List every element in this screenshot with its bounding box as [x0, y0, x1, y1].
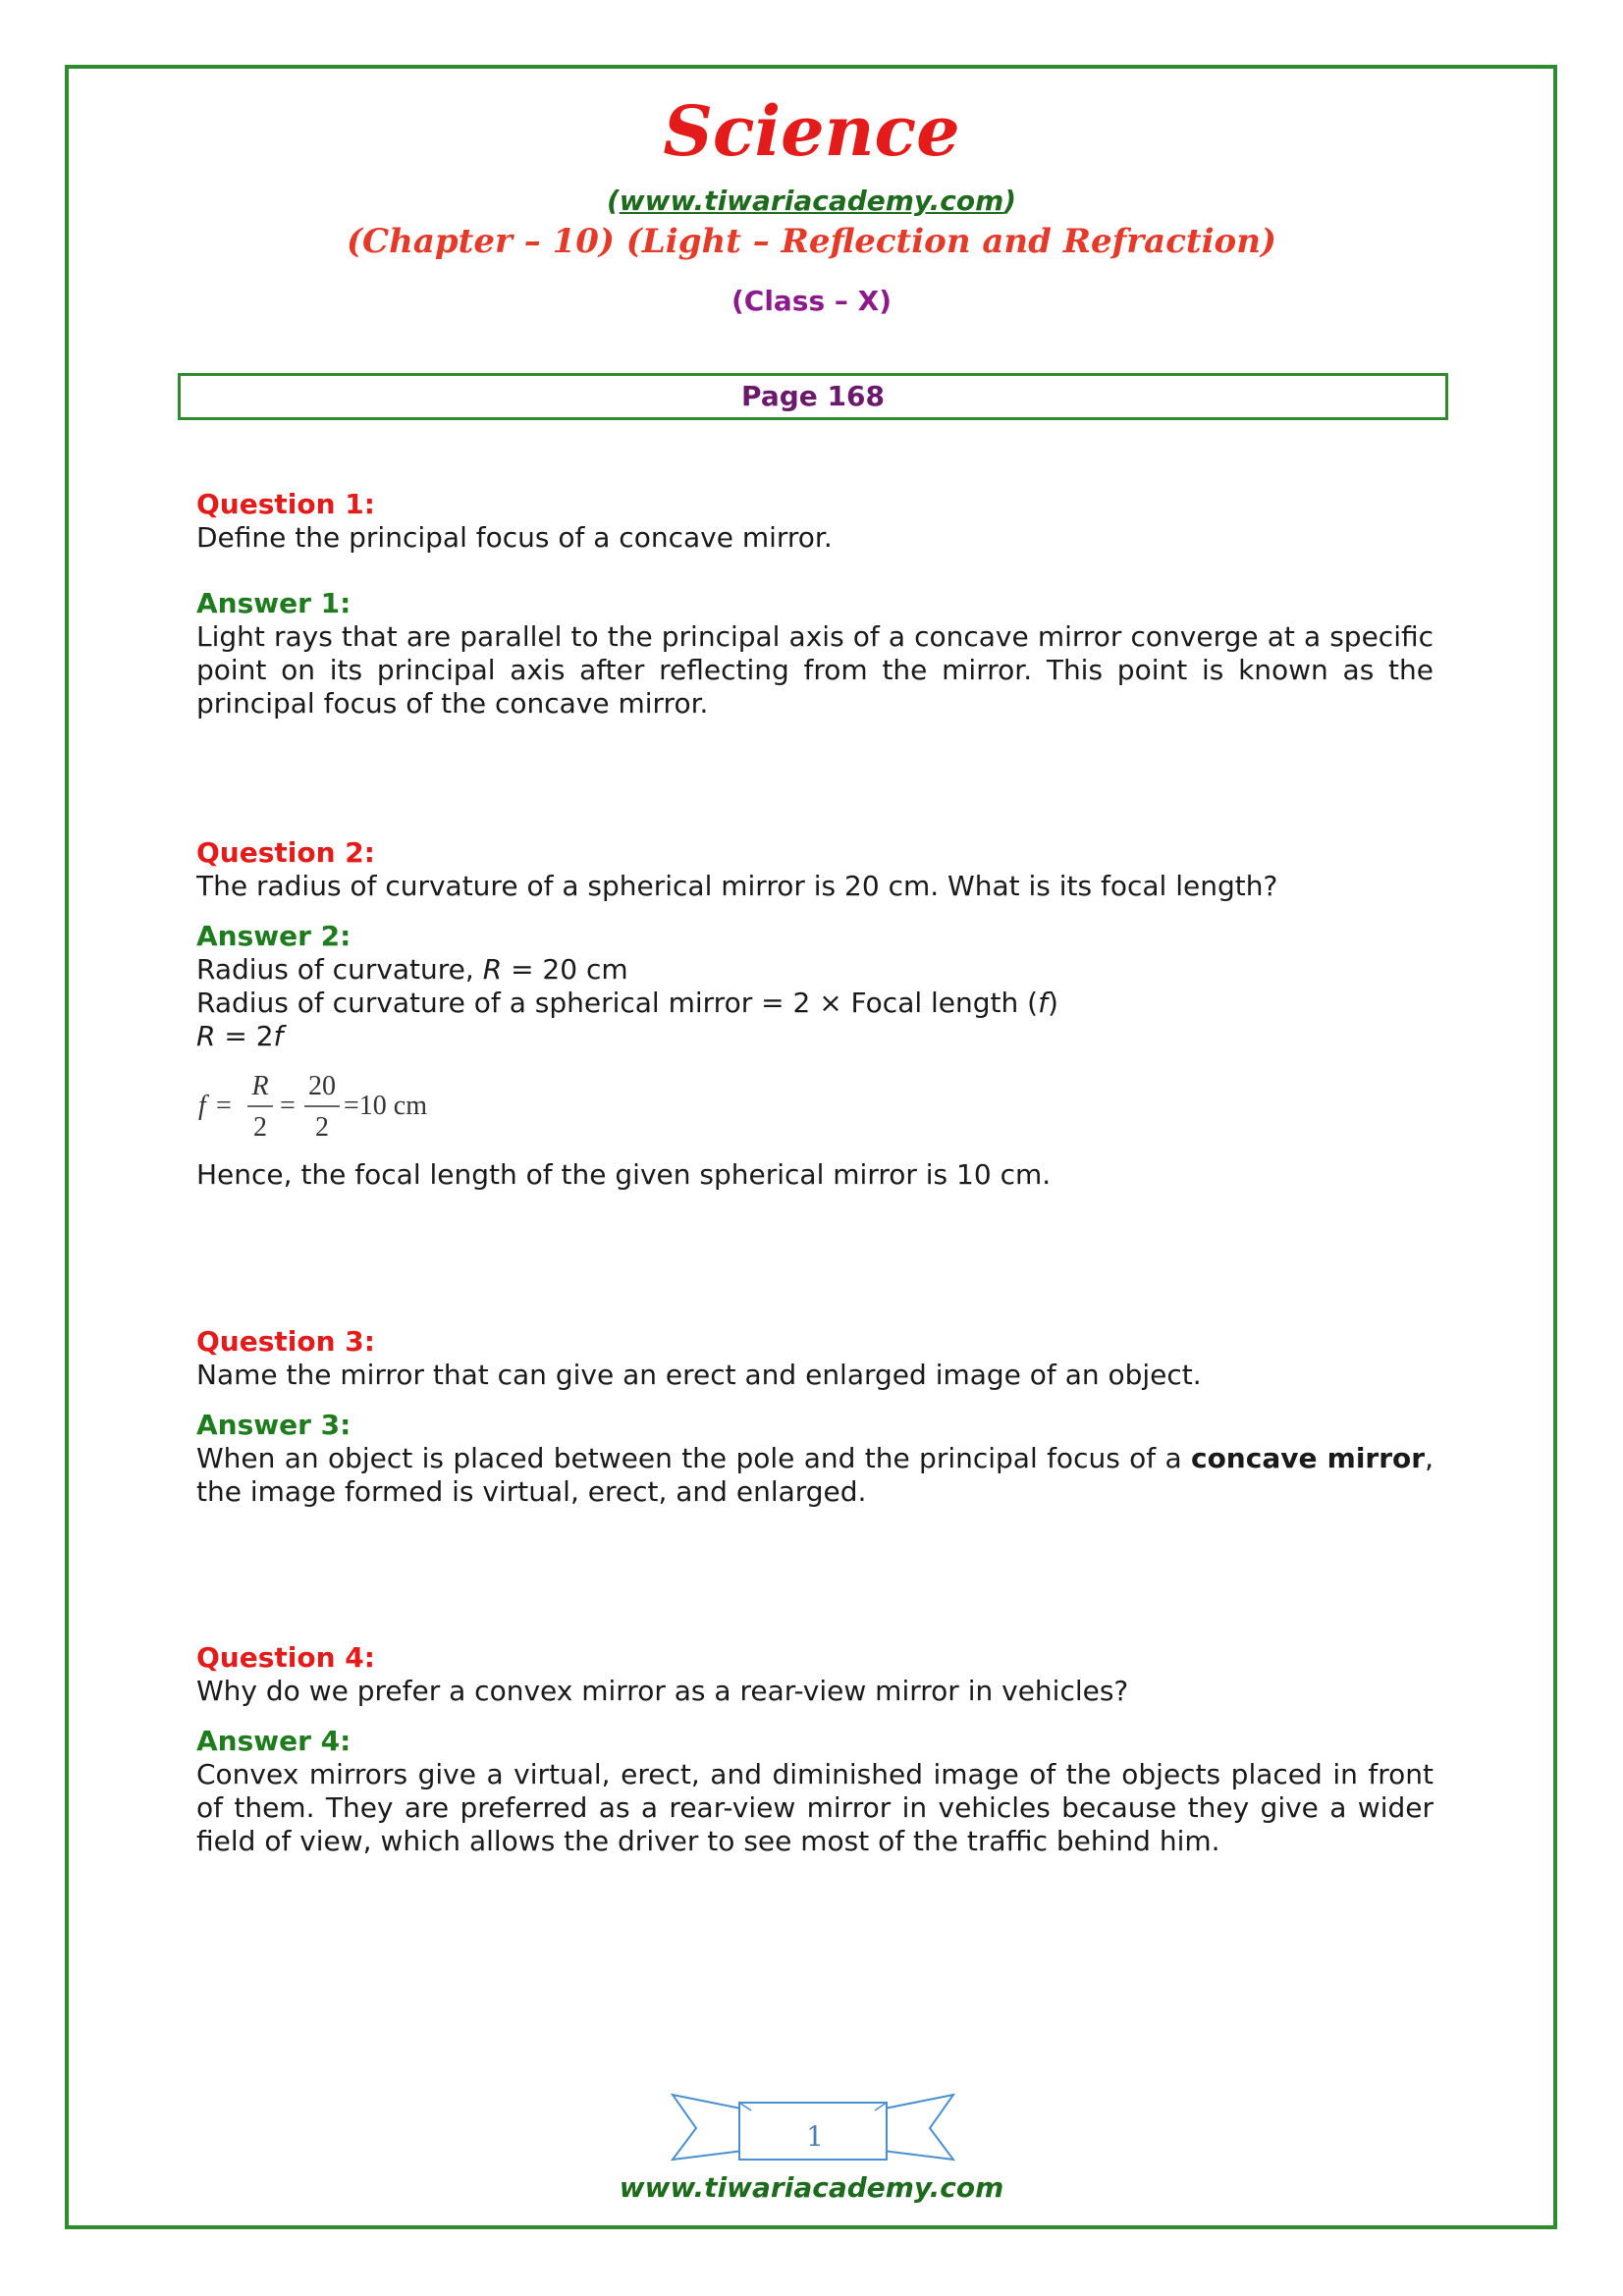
question-1-block [196, 488, 1434, 555]
answer-1-block [196, 587, 1434, 721]
answer-1-text: Light rays that are parallel to the principal axis of a concave mirror converge at a specific point on its principal axis after reflecting from the mirror. This point is known as the principal focus of the concave mirror. [196, 620, 1434, 720]
answer-2-conclusion: Hence, the focal length of the given spherical mirror is 10 cm. [196, 1158, 1052, 1191]
answer-2-block [196, 920, 1434, 1053]
page-number: 1 [806, 2120, 824, 2153]
question-3-text: Name the mirror that can give an erect and enlarged image of an object. [196, 1359, 1202, 1391]
answer-2-line-1: Radius of curvature, R = 20 cm [196, 953, 628, 986]
answer-2-label: Answer 2: [196, 920, 352, 952]
page-label-box [178, 373, 1448, 420]
question-2-label: Question 2: [196, 836, 375, 869]
answer-4-text: Convex mirrors give a virtual, erect, and diminished image of the objects placed in front of them. They are preferred as a rear-view mirror in vehicles because they give a wider field of view, which allows the driver to see most of the traffic behind him. [196, 1758, 1434, 1857]
answer-2-line-3: R = 2f [196, 1020, 284, 1052]
page-label: Page 168 [741, 380, 885, 412]
question-3-label: Question 3: [196, 1325, 375, 1358]
header-site-link[interactable]: www.tiwariacademy.com [619, 185, 1004, 217]
page-title: Science [663, 90, 960, 172]
class-label: (Class – X) [730, 285, 893, 317]
chapter-title: (Chapter – 10) (Light – Reflection and Refraction) [346, 222, 1277, 261]
answer-3-block [196, 1409, 1434, 1509]
site-open-paren: ( [606, 185, 620, 217]
formula-eq-2: = [280, 1091, 296, 1121]
formula-num-1: R [251, 1071, 269, 1101]
answer-3-label: Answer 3: [196, 1409, 352, 1441]
formula-lhs: f [198, 1091, 206, 1121]
site-close-paren: ) [1003, 185, 1017, 217]
question-1-text: Define the principal focus of a concave mirror. [196, 521, 833, 554]
answer-1-label: Answer 1: [196, 587, 352, 619]
focal-length-formula [196, 1065, 491, 1144]
formula-den-1: 2 [253, 1112, 267, 1143]
question-1-label: Question 1: [196, 488, 375, 520]
question-4-label: Question 4: [196, 1641, 375, 1674]
formula-result: =10 cm [344, 1091, 427, 1121]
answer-3-text: When an object is placed between the pole and the principal focus of a concave mirror, the image formed is virtual, erect, and enlarged. [196, 1442, 1434, 1508]
question-2-block [196, 836, 1434, 903]
question-4-block [196, 1641, 1434, 1708]
formula-den-2: 2 [315, 1112, 329, 1143]
question-4-text: Why do we prefer a convex mirror as a rear-view mirror in vehicles? [196, 1675, 1129, 1707]
formula-num-2: 20 [308, 1071, 336, 1101]
formula-eq-1: = [216, 1091, 232, 1121]
answer-4-block [196, 1725, 1434, 1858]
header-site [0, 185, 1623, 217]
answer-4-label: Answer 4: [196, 1725, 352, 1757]
question-2-text: The radius of curvature of a spherical mirror is 20 cm. What is its focal length? [196, 870, 1278, 902]
footer-site-link[interactable]: www.tiwariacademy.com [619, 2171, 1004, 2204]
question-3-block [196, 1325, 1434, 1392]
answer-2-line-2: Radius of curvature of a spherical mirror = 2 × Focal length (f) [196, 987, 1058, 1019]
